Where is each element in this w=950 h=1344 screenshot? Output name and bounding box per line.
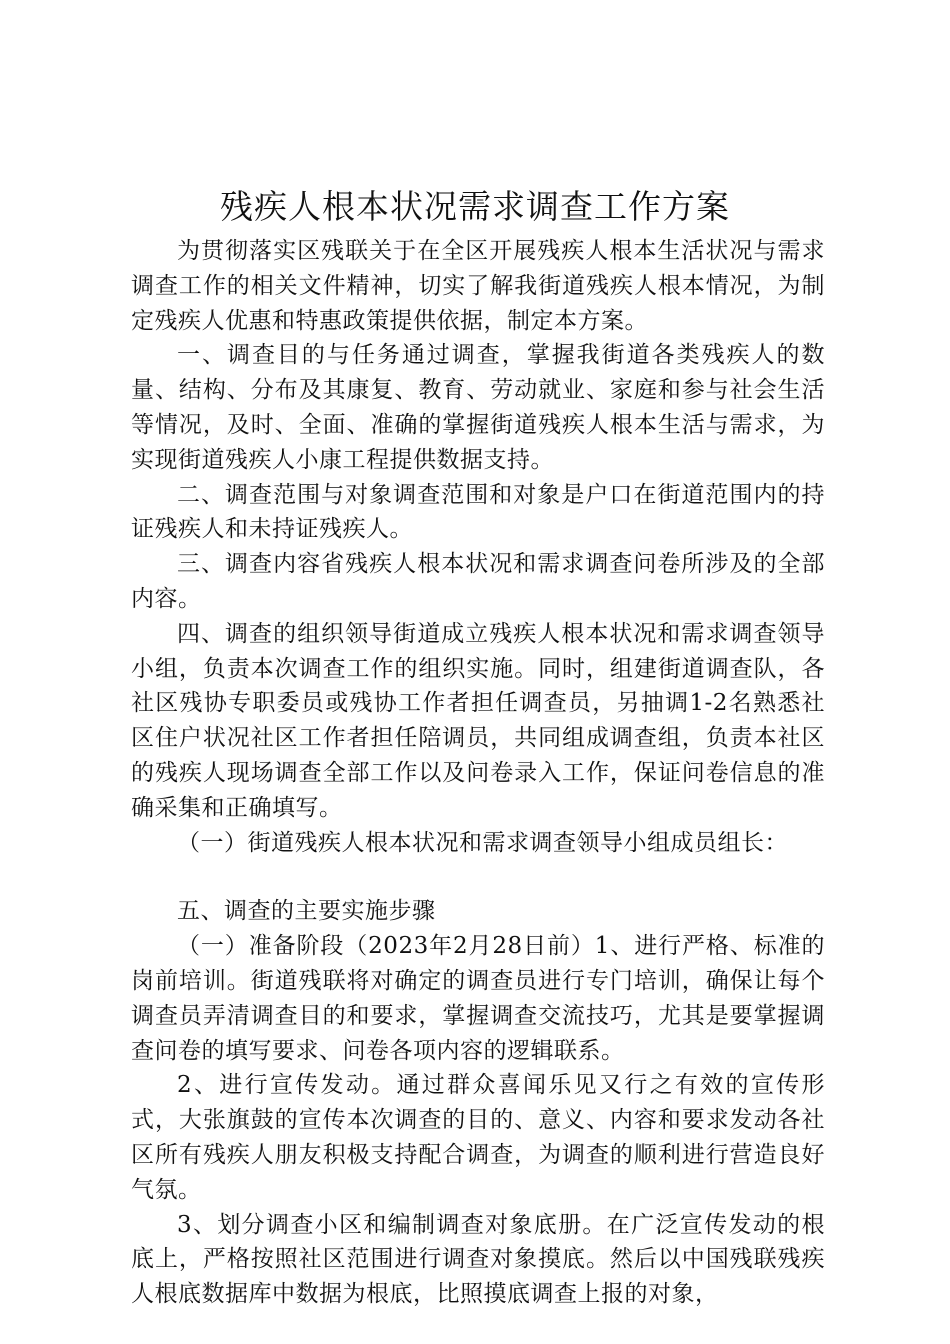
paragraph-section-2: 二、调查范围与对象调查范围和对象是户口在街道范围内的持证残疾人和未持证残疾人。 — [131, 481, 825, 543]
paragraph-section-5-sub-1: （一）准备阶段（2023年2月28日前）1、进行严格、标准的岗前培训。街道残联将对确定的调查员进行专门培训，确保让每个调查员弄清调查目的和要求，掌握调查交流技巧，尤其是要掌握调查问卷的填写要求、问卷各项内容的逻辑联系。 — [131, 933, 825, 1064]
paragraph-section-1: 一、调查目的与任务通过调查，掌握我街道各类残疾人的数量、结构、分布及其康复、教育、劳动就业、家庭和参与社会生活等情况，及时、全面、准确的掌握街道残疾人根本生活与需求，为实现街道残疾人小康工程提供数据支持。 — [131, 342, 825, 473]
paragraph-section-3: 三、调查内容省残疾人根本状况和需求调查问卷所涉及的全部内容。 — [131, 551, 825, 612]
paragraph-section-5-heading: 五、调查的主要实施步骤 — [177, 898, 436, 925]
paragraph-intro: 为贯彻落实区残联关于在全区开展残疾人根本生活状况与需求调查工作的相关文件精神，切实了解我街道残疾人根本情况，为制定残疾人优惠和特惠政策提供依据，制定本方案。 — [131, 238, 825, 334]
document-body — [131, 234, 825, 1312]
paragraph-section-4-sub-1: （一）街道残疾人根本状况和需求调查领导小组成员组长： — [177, 829, 788, 856]
document-title: 残疾人根本状况需求调查工作方案 — [220, 187, 730, 226]
paragraph-section-5-step-3: 3、划分调查小区和编制调查对象底册。在广泛宣传发动的根底上，严格按照社区范围进行调查对象摸底。然后以中国残联残疾人根底数据库中数据为根底，比照摸底调查上报的对象， — [131, 1211, 825, 1308]
paragraph-section-5-step-2: 2、进行宣传发动。通过群众喜闻乐见又行之有效的宣传形式，大张旗鼓的宣传本次调查的目的、意义、内容和要求发动各社区所有残疾人朋友积极支持配合调查，为调查的顺利进行营造良好气氛。 — [131, 1072, 825, 1203]
paragraph-section-4: 四、调查的组织领导街道成立残疾人根本状况和需求调查领导小组，负责本次调查工作的组织实施。同时，组建街道调查队，各社区残协专职委员或残协工作者担任调查员，另抽调1-2名熟悉社区住户状况社区工作者担任陪调员，共同组成调查组，负责本社区的残疾人现场调查全部工作以及问卷录入工作，保证问卷信息的准确采集和正确填写。 — [131, 620, 825, 821]
